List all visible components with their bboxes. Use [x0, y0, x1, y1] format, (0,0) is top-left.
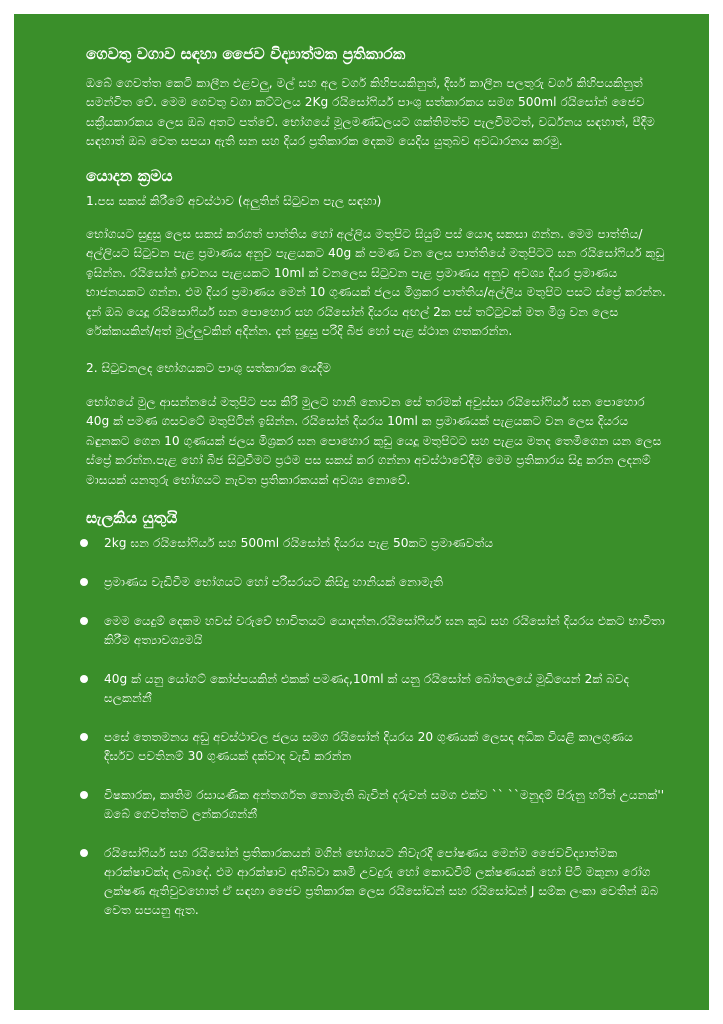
notes-heading: සැලකිය යුතුයි [86, 508, 178, 527]
step-1-title: 1.පස සකස් කිරීමේ අවස්ථාව (අලුතින් සිටුවන පැල සඳහා) [86, 193, 382, 208]
note-text: විෂකාරක, කෘතිම රසායණික අන්තර්ගත නොමැති බැවින් දරුවන් සමග එක්ව `` ``මනුදම් පිරුනු හරිත් උයනක්'' ඔබේ ගෙවත්තට ලන්කරගන්නී [104, 787, 665, 821]
notes-list [78, 534, 667, 920]
bullet-icon [80, 617, 88, 625]
note-text: රයිසෝෆියර් සහ රයිසෝන් ප්‍රතිකාරකයන් මගින් භෝගයට නිවැරදි පෝෂණය මෙන්ම ජෛවවිද්‍යාත්මක ආරක්ෂාවක්ද ලබාදේ. එම ආරක්ෂාව අභිබවා කෘමි උවදුරු හෝ කොඩවීම් ලක්ෂණයක් හෝ පිටි මකුනා රෝග ලක්ෂණ ඇතිවුවහොත් ඒ සඳහා ජෛව ප්‍රතිකාරක ලෙස රයිසෝඩන් සහ රයිසෝඩන් J සම්ක ලංකා වෙතින් ඔබ වෙත සපයනු ඇත. [104, 845, 659, 917]
document-title: ගෙවතු වගාව සඳහා ජෛව විද්‍යාත්මක ප්‍රතිකාරක [86, 45, 406, 63]
intro-paragraph: ඔබේ ගෙවත්ත කෙටි කාලීන එළවලු, මල් සහ අල වර්ග කිහිපයකිනුත්, දීර්ඝ කාලීන පලතුරු වර්ග කිහිපයකිනුත් සමන්විත වේ. මෙම ගෙවතු වගා කට්ටලය 2Kg රයිසෝෆියර් පාංශු සත්කාරකය සමග 500ml රයිසෝන් ජෛව සක්‍රීයකාරකය ලෙස ඔබ අතට පත්වේ. භෝගයේ මූලමණ්ඩලයට ශක්තිමත්ව පැලවීමටත්, වර්ධනය සඳහාත්, පීදීම සඳහාත් ඔබ වෙත සපයා ඇති ඝන සහ දියර ප්‍රතිකාරක දෙකම යෙදිය යුතුබව අවධාරනය කරමු. [86, 76, 655, 149]
bullet-icon [80, 733, 88, 741]
note-item [78, 573, 667, 592]
note-item [78, 670, 667, 708]
note-item [78, 844, 667, 920]
note-text: 2kg ඝන රයිසෝෆියර් සහ 500ml රයිසෝන් දියරය පැළ 50කට ප්‍රමාණවත්ය [104, 535, 494, 550]
bullet-icon [80, 578, 88, 586]
note-item [78, 786, 667, 824]
note-text: මෙම යෙදුම් දෙකම හවස් වරුවේ භාවිතයට යොදන්න.රයිසෝෆියර් ඝන කුඩ සහ රයිසෝන් දියරය එකට භාවිතා කිරීම අත්‍යාවශ්‍යමයි [104, 613, 665, 647]
note-text: ප්‍රමාණය වැඩිවීම භෝගයට හෝ පරිසරයට කිසිදු හානියක් නොමැති [104, 574, 444, 589]
note-text: 40g ක් යනු යෝගට් කෝප්පයකින් එකක් පමණද,10ml ක් යනු රයිසෝන් බෝතලයේ මූඩියෙන් 2ක් බවද සලකන්නී [104, 671, 629, 705]
green-content-panel [14, 14, 709, 1010]
bullet-icon [80, 675, 88, 683]
note-item [78, 612, 667, 650]
step-2-body: භෝගයේ මුල ආසන්නයේ මතුපිට පස කිරි මුලට හානි නොවන සේ තරමක් අවුස්සා රයිසෝෆියර් ඝන පොහොර 40g ක් පමණ ගසවටේ මතුපිටින් ඉසින්න. රයිසෝන් දියරය 10ml ක ප්‍රමාණයක් පැළයකට වන ලෙස දියරය බඳුනකට ගෙන 10 ගුණයක් ජලය මිශ්‍රකර ඝන පොහොර කුඩු යෙදූ මතුපිටට සහ පැළය මතද තෙමීගෙන යන ලෙස ස්ප්‍රේ කරන්න.පැළ හෝ බීජ සිටුවීමට ප්‍රථම පස සකස් කර ගන්නා අවස්ථාවේදීම මෙම ප්‍රතිකාරය සිදු කරන ලදනම් මාසයක් යනතුරු භෝගයට නැවත ප්‍රතිකාරකයක් අවශ්‍ය නොවේ. [86, 394, 662, 487]
step-2-title: 2. සිටුවනලද භෝගයකට පාංශු සත්කාරක යෙදීම [86, 361, 332, 376]
step-1-body: භෝගයට සුදුසු ලෙස සකස් කරගත් පාත්තිය හෝ අල්ලිය මතුපිට සියුම් පස් යොදා සකසා ගන්න. මෙම පාත්තිය/අල්ලියට සිටුවන පැළ ප්‍රමාණය අනුව පැළයකට 40g ක් පමණ වන ලෙස පාත්තියේ මතුපිටට ඝන රයිසෝෆියර් කුඩු ඉසින්න. රයිසෝන් ද්‍රාවනය පැළයකට 10ml ක් වනලෙස සිටුවන පැළ ප්‍රමාණය අනුව අවශ්‍ය දියර ප්‍රමාණය භාජනයකට ගන්න. එම දියර ප්‍රමාණය මෙන් 10 ගුණයක් ජලය මිශ්‍රකර පාත්තිය/අල්ලිය මතුපිට පසට ස්ප්‍රේ කරන්න. දැන් ඔබ යෙදූ රයිසොෆියර් ඝන පොහොර සහ රයිසෝන් දියරය අඟල් 2ක පස් තට්ටුවක් මත මිශ්‍ර වන ලෙස රේක්කයකින්/අත් මුල්ලුවකින් අදින්න. දැන් සුදුසු පරිදි බීජ හෝ පැළ ස්ථාන ගතකරන්න. [86, 227, 666, 339]
note-item [78, 534, 667, 553]
note-text: පසේ තෙතමනය අඩු අවස්ථාවල ජලය සමග රයිසෝන් දියරය 20 ගුණයක් ලෙසද අධික වියළි කාලගුණය දීර්ඝව පවතිනම් 30 ගුණයක් දක්වාද වැඩි කරන්න [104, 729, 633, 763]
usage-heading: යොදන ක්‍රමය [86, 166, 173, 185]
bullet-icon [80, 791, 88, 799]
note-item [78, 728, 667, 766]
bullet-icon [80, 539, 88, 547]
bullet-icon [80, 849, 88, 857]
